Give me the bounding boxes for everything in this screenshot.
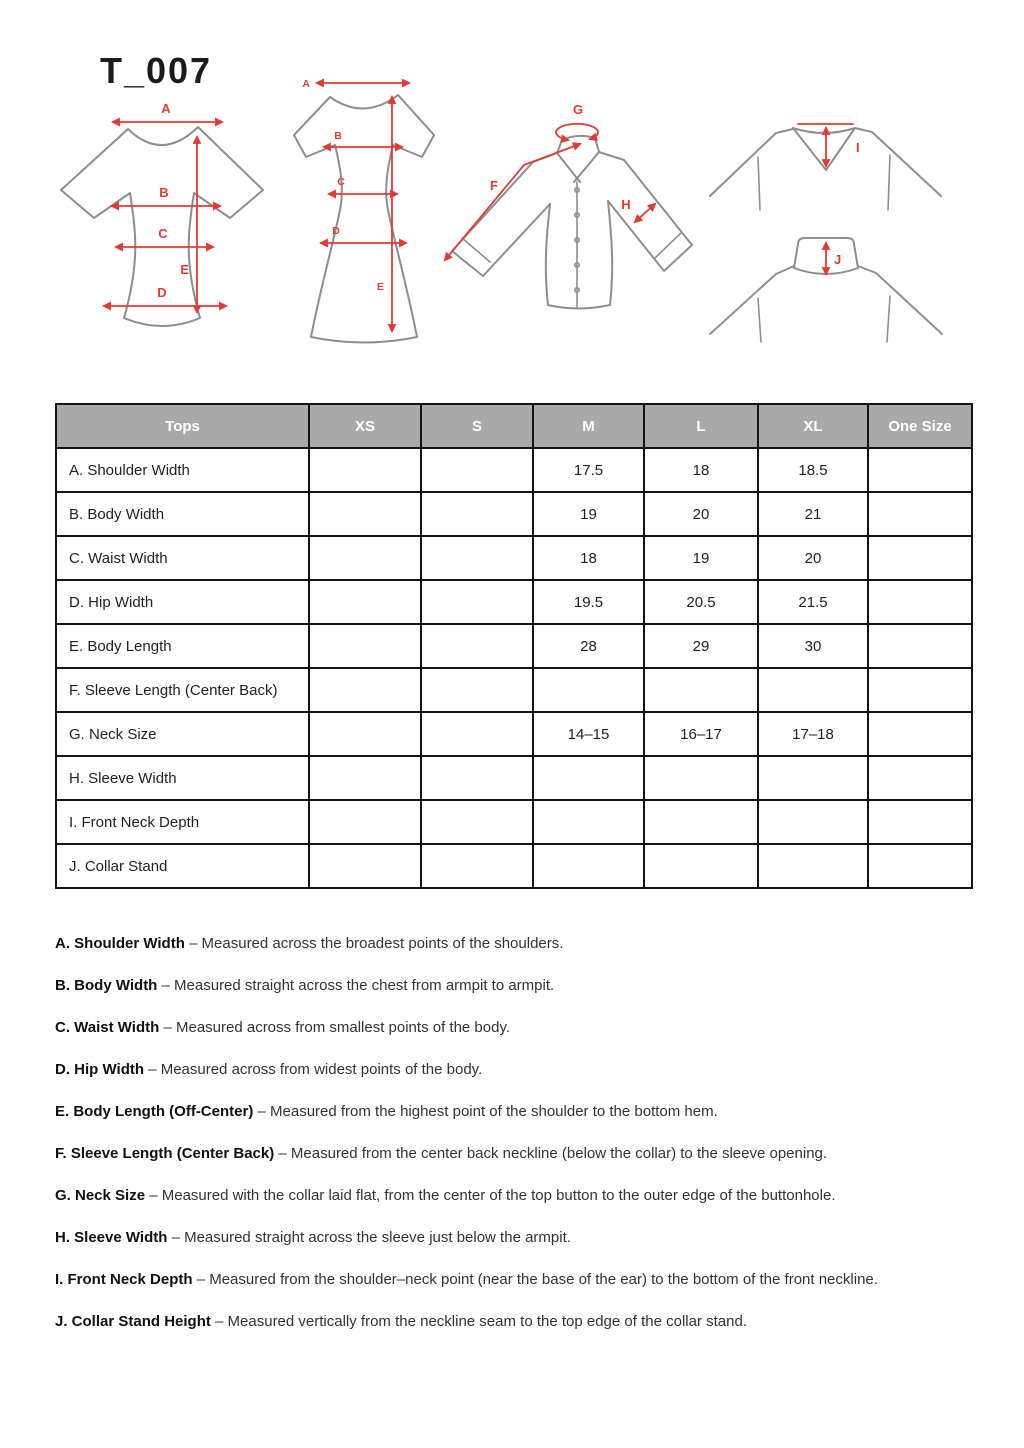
- size-value-cell: [644, 800, 758, 844]
- size-value-cell: [421, 756, 533, 800]
- size-value-cell: 18.5: [758, 448, 868, 492]
- definition-text: – Measured straight across the sleeve just below the armpit.: [171, 1229, 571, 1246]
- row-label-cell: H. Sleeve Width: [56, 756, 309, 800]
- size-value-cell: 20: [758, 536, 868, 580]
- column-header-xs: XS: [309, 404, 421, 448]
- column-header-m: M: [533, 404, 644, 448]
- neckline-measurement-diagram: [706, 106, 946, 346]
- size-value-cell: [868, 712, 972, 756]
- definition-term: H. Sleeve Width: [55, 1229, 168, 1246]
- definition-item: [55, 974, 975, 997]
- right-shoulder-bottom: [858, 266, 942, 334]
- size-value-cell: [868, 492, 972, 536]
- definition-item: [55, 1184, 975, 1207]
- dress-outline: [294, 95, 434, 343]
- label-e: E: [376, 281, 384, 293]
- size-value-cell: [421, 844, 533, 888]
- size-value-cell: [758, 800, 868, 844]
- table-row: [56, 756, 972, 800]
- size-value-cell: [758, 756, 868, 800]
- column-header-xl: XL: [758, 404, 868, 448]
- size-value-cell: [309, 536, 421, 580]
- size-value-cell: [758, 668, 868, 712]
- definition-term: A. Shoulder Width: [55, 935, 185, 952]
- size-value-cell: [868, 756, 972, 800]
- definition-item: [55, 1100, 975, 1123]
- label-i: I: [856, 140, 860, 155]
- definition-term: I. Front Neck Depth: [55, 1271, 193, 1288]
- definition-term: C. Waist Width: [55, 1019, 160, 1036]
- definition-term: E. Body Length (Off-Center): [55, 1103, 254, 1120]
- size-value-cell: [868, 580, 972, 624]
- definition-item: [55, 1268, 975, 1291]
- size-value-cell: 18: [644, 448, 758, 492]
- definition-item: [55, 932, 975, 955]
- size-value-cell: [421, 800, 533, 844]
- size-value-cell: 18: [533, 536, 644, 580]
- definition-item: [55, 1016, 975, 1039]
- table-row: [56, 800, 972, 844]
- size-value-cell: 21: [758, 492, 868, 536]
- label-f: F: [490, 178, 498, 193]
- row-label-cell: G. Neck Size: [56, 712, 309, 756]
- size-value-cell: [309, 492, 421, 536]
- size-value-cell: 29: [644, 624, 758, 668]
- size-value-cell: [644, 668, 758, 712]
- neck-size-rotation-arrow: [556, 124, 598, 140]
- armhole-lines: [758, 155, 890, 210]
- size-value-cell: [309, 448, 421, 492]
- definition-text: – Measured across the broadest points of the shoulders.: [189, 935, 564, 952]
- definition-item: [55, 1058, 975, 1081]
- sleeve-width-arrow: [635, 204, 655, 222]
- definition-text: – Measured from the shoulder–neck point (near the base of the ear) to the bottom of the front neckline.: [196, 1271, 878, 1288]
- label-c: C: [158, 226, 168, 241]
- size-value-cell: 30: [758, 624, 868, 668]
- table-row: [56, 492, 972, 536]
- size-value-cell: [421, 712, 533, 756]
- size-value-cell: [533, 844, 644, 888]
- label-b: B: [334, 130, 342, 142]
- size-value-cell: [309, 756, 421, 800]
- table-header-row: [56, 404, 972, 448]
- size-value-cell: 28: [533, 624, 644, 668]
- row-label-cell: A. Shoulder Width: [56, 448, 309, 492]
- row-label-cell: F. Sleeve Length (Center Back): [56, 668, 309, 712]
- definition-item: [55, 1142, 975, 1165]
- shirt-measurement-diagram: [438, 98, 708, 340]
- definition-text: – Measured from the center back neckline (below the collar) to the sleeve opening.: [278, 1145, 828, 1162]
- back-neckline: [793, 128, 855, 133]
- size-value-cell: [309, 580, 421, 624]
- right-cuff-line: [655, 233, 681, 258]
- size-value-cell: [644, 756, 758, 800]
- size-value-cell: 19: [533, 492, 644, 536]
- armhole-lines-bottom: [758, 296, 890, 342]
- table-row: [56, 668, 972, 712]
- table-row: [56, 624, 972, 668]
- column-header-s: S: [421, 404, 533, 448]
- size-value-cell: [868, 448, 972, 492]
- size-value-cell: 16–17: [644, 712, 758, 756]
- definition-term: B. Body Width: [55, 977, 158, 994]
- definition-item: [55, 1226, 975, 1249]
- size-value-cell: [868, 800, 972, 844]
- size-value-cell: [533, 668, 644, 712]
- size-value-cell: [309, 800, 421, 844]
- left-sleeve: [452, 162, 550, 276]
- label-g: G: [572, 102, 584, 117]
- size-value-cell: 17.5: [533, 448, 644, 492]
- definition-item: [55, 1310, 975, 1333]
- size-value-cell: [309, 668, 421, 712]
- size-value-cell: [533, 800, 644, 844]
- size-value-cell: [868, 668, 972, 712]
- right-shoulder: [855, 128, 941, 196]
- size-value-cell: [421, 624, 533, 668]
- table-row: [56, 448, 972, 492]
- sleeve-length-arrow: [445, 144, 580, 260]
- table-row: [56, 712, 972, 756]
- label-b: B: [159, 185, 169, 200]
- size-value-cell: [644, 844, 758, 888]
- label-c: C: [337, 176, 345, 188]
- row-label-cell: D. Hip Width: [56, 580, 309, 624]
- label-a: A: [161, 101, 171, 116]
- row-label-cell: E. Body Length: [56, 624, 309, 668]
- label-j: J: [834, 252, 842, 267]
- definition-text: – Measured straight across the chest from armpit to armpit.: [161, 977, 555, 994]
- size-value-cell: [421, 536, 533, 580]
- definition-text: – Measured across from smallest points of the body.: [163, 1019, 511, 1036]
- size-value-cell: [421, 492, 533, 536]
- row-label-cell: J. Collar Stand: [56, 844, 309, 888]
- size-value-cell: 19.5: [533, 580, 644, 624]
- size-value-cell: 14–15: [533, 712, 644, 756]
- row-label-cell: I. Front Neck Depth: [56, 800, 309, 844]
- dress-measurement-diagram: [284, 73, 444, 345]
- right-sleeve: [608, 160, 692, 271]
- size-value-cell: [758, 844, 868, 888]
- definition-text: – Measured vertically from the neckline seam to the top edge of the collar stand.: [215, 1313, 747, 1330]
- label-a: A: [302, 78, 310, 90]
- size-value-cell: 17–18: [758, 712, 868, 756]
- row-label-cell: B. Body Width: [56, 492, 309, 536]
- definition-term: F. Sleeve Length (Center Back): [55, 1145, 275, 1162]
- size-value-cell: 20.5: [644, 580, 758, 624]
- definition-text: – Measured across from widest points of the body.: [148, 1061, 483, 1078]
- label-h: H: [621, 197, 631, 212]
- left-shoulder-bottom: [710, 266, 794, 334]
- page-title: T_007: [100, 50, 213, 91]
- definition-term: G. Neck Size: [55, 1187, 146, 1204]
- definition-term: J. Collar Stand Height: [55, 1313, 211, 1330]
- table-row: [56, 580, 972, 624]
- size-value-cell: [309, 844, 421, 888]
- size-chart-table: [55, 403, 973, 889]
- size-value-cell: [868, 624, 972, 668]
- v-neckline: [793, 128, 855, 170]
- size-value-cell: [868, 536, 972, 580]
- definition-text: – Measured with the collar laid flat, from the center of the top button to the outer edge of the buttonhole.: [149, 1187, 836, 1204]
- size-value-cell: 21.5: [758, 580, 868, 624]
- column-header-l: L: [644, 404, 758, 448]
- size-value-cell: [868, 844, 972, 888]
- size-value-cell: 20: [644, 492, 758, 536]
- size-value-cell: 19: [644, 536, 758, 580]
- size-value-cell: [533, 756, 644, 800]
- size-value-cell: [309, 624, 421, 668]
- label-e: E: [180, 262, 189, 277]
- size-value-cell: [421, 668, 533, 712]
- label-d: D: [332, 225, 340, 237]
- size-value-cell: [421, 580, 533, 624]
- column-header-tops: Tops: [56, 404, 309, 448]
- definition-text: – Measured from the highest point of the shoulder to the bottom hem.: [257, 1103, 718, 1120]
- table-row: [56, 844, 972, 888]
- left-shoulder: [710, 129, 793, 196]
- size-value-cell: [421, 448, 533, 492]
- row-label-cell: C. Waist Width: [56, 536, 309, 580]
- tshirt-measurement-diagram: [58, 100, 270, 338]
- collar-right-lapel: [574, 152, 599, 182]
- size-value-cell: [309, 712, 421, 756]
- left-cuff-line: [462, 238, 490, 262]
- label-d: D: [157, 285, 167, 300]
- column-header-one-size: One Size: [868, 404, 972, 448]
- definition-term: D. Hip Width: [55, 1061, 145, 1078]
- measurement-definitions: [55, 932, 975, 1352]
- table-row: [56, 536, 972, 580]
